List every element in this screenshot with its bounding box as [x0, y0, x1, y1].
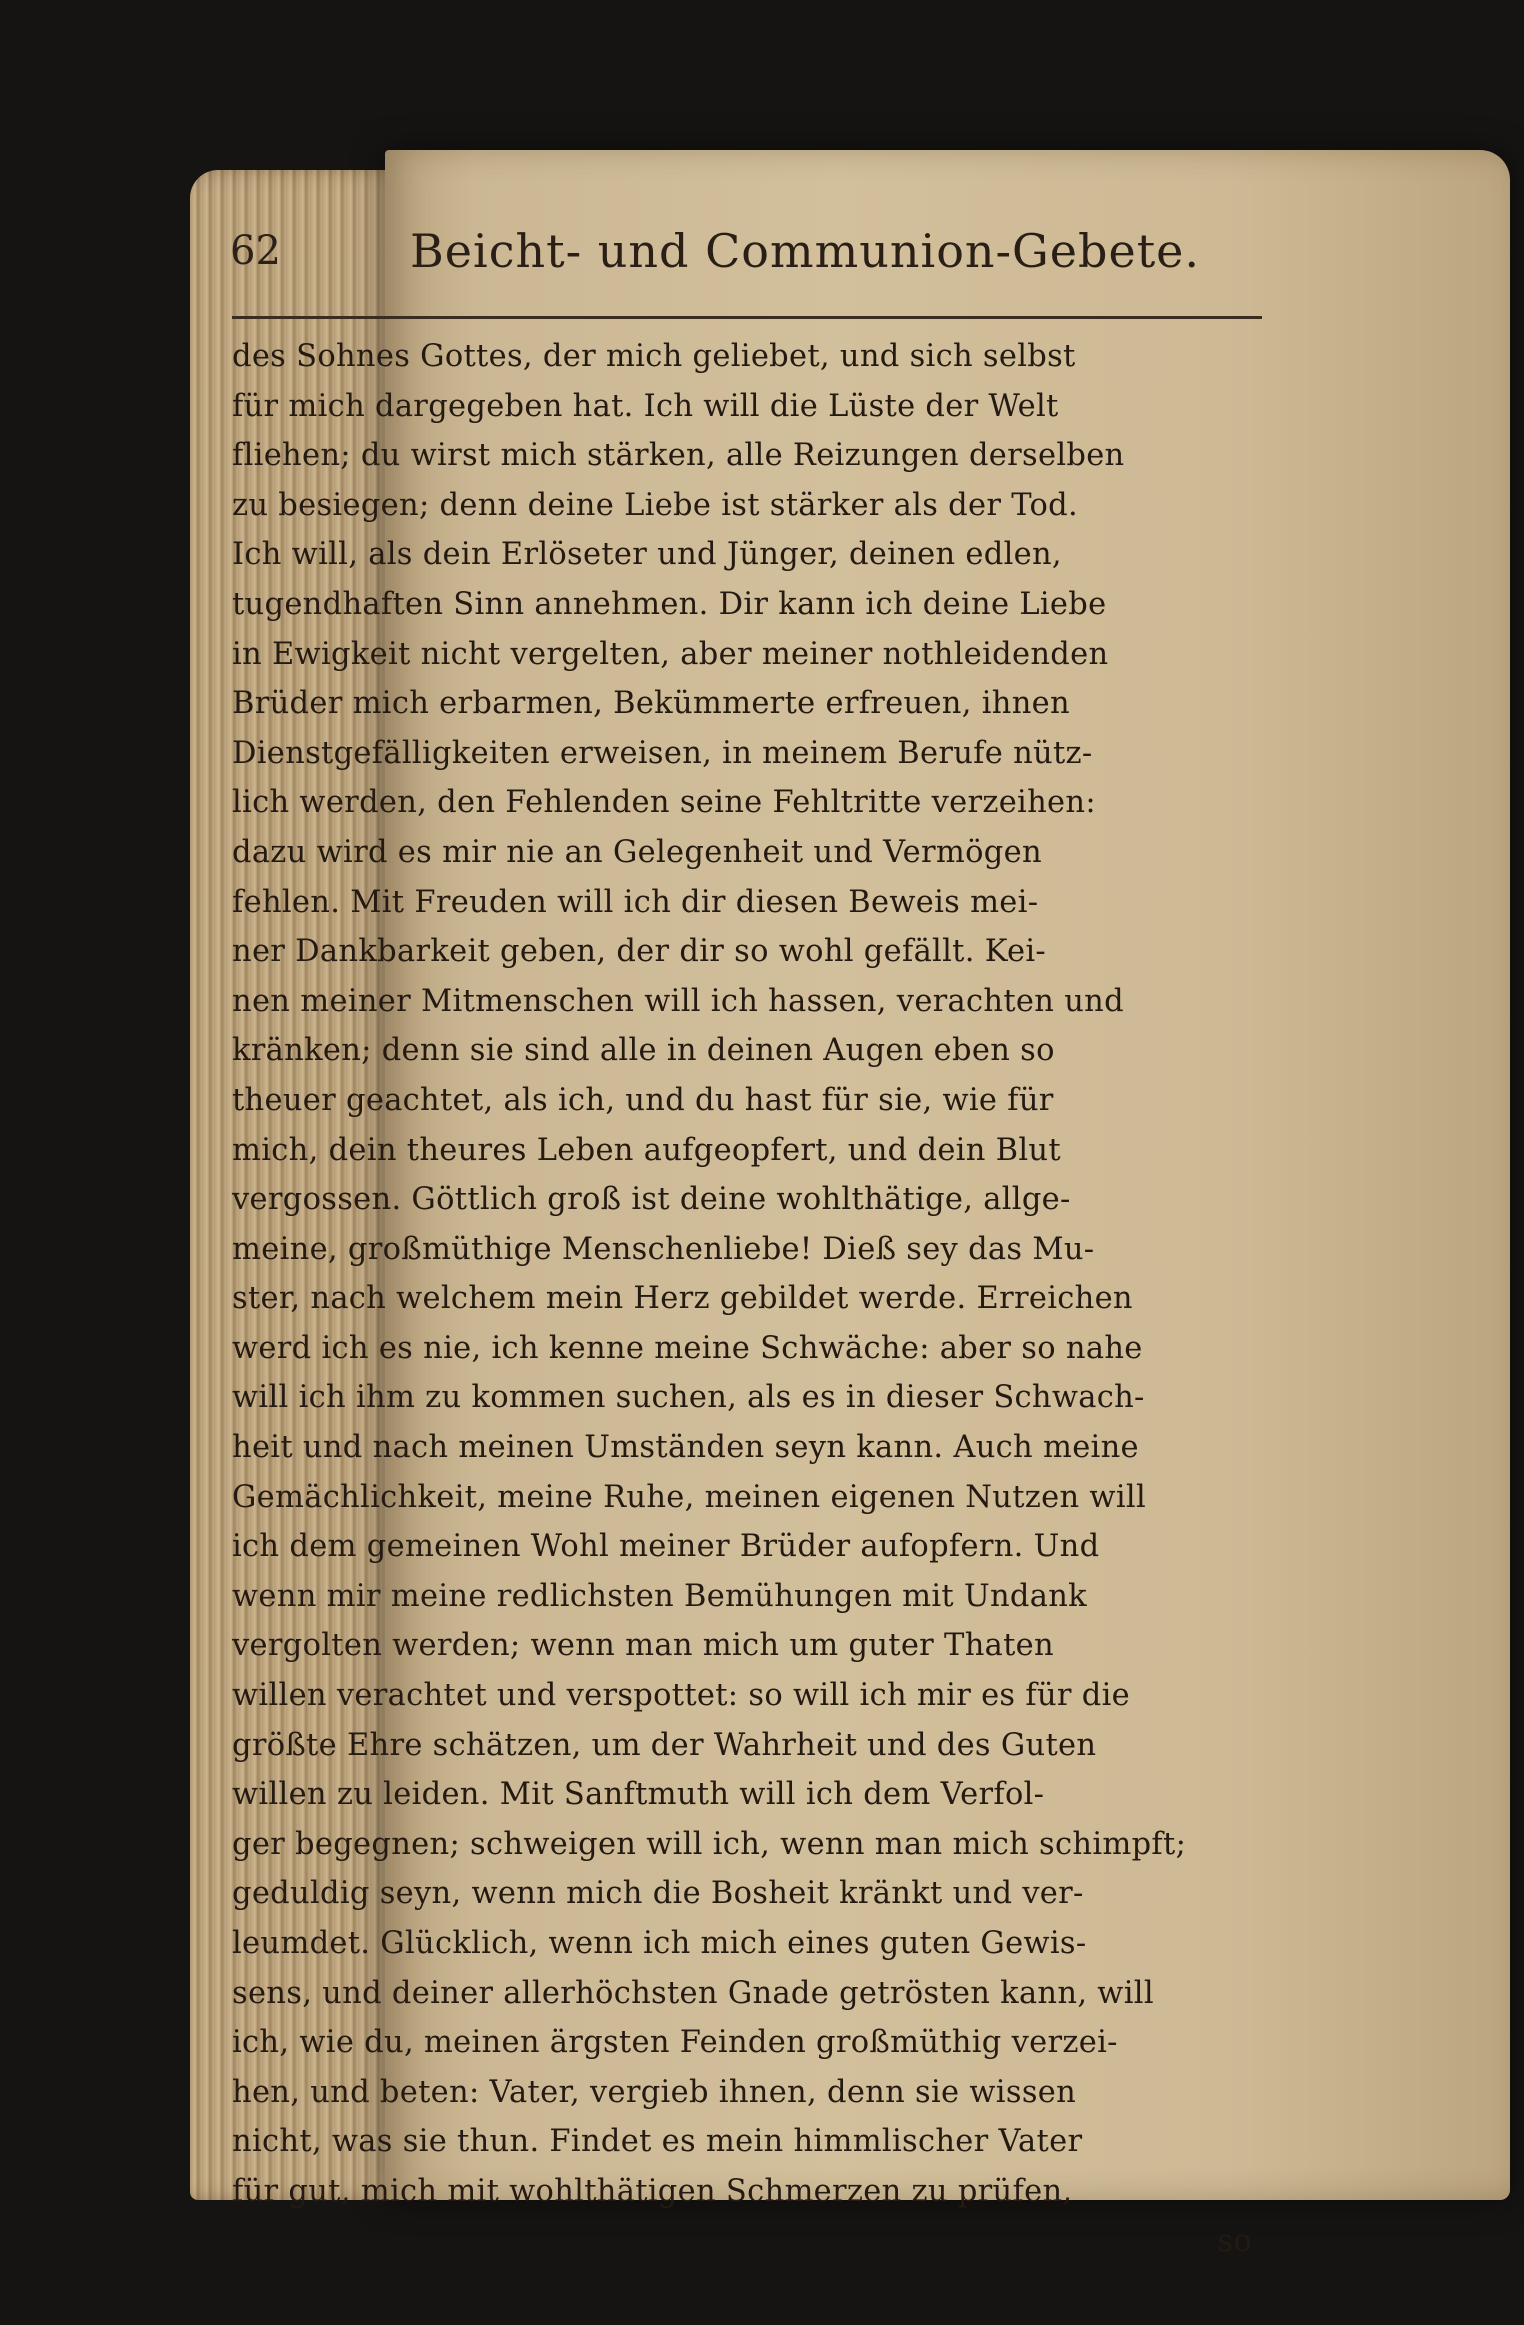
page-number: 62 [230, 228, 281, 274]
text-line: zu besiegen; denn deine Liebe ist stärker als der Tod. [232, 487, 1078, 523]
text-line: für gut, mich mit wohlthätigen Schmerzen zu prüfen, [232, 2173, 1073, 2209]
text-line: fehlen. Mit Freuden will ich dir diesen Beweis mei- [232, 884, 1039, 920]
text-line: leumdet. Glücklich, wenn ich mich eines guten Gewis- [232, 1926, 1087, 1961]
text-line: kränken; denn sie sind alle in deinen Augen eben so [232, 1033, 1055, 1069]
text-line: ich dem gemeinen Wohl meiner Brüder aufopfern. Und [232, 1529, 1100, 1565]
header-rule [232, 316, 1262, 319]
text-line: hen, und beten: Vater, vergieb ihnen, denn sie wissen [232, 2074, 1077, 2110]
text-line: ger begegnen; schweigen will ich, wenn man mich schimpft; [232, 1826, 1187, 1862]
text-line: mich, dein theures Leben aufgeopfert, und dein Blut [232, 1132, 1061, 1168]
text-line: theuer geachtet, als ich, und du hast für sie, wie für [232, 1082, 1054, 1118]
text-line: dazu wird es mir nie an Gelegenheit und Vermögen [232, 834, 1042, 870]
text-line: werd ich es nie, ich kenne meine Schwäche: aber so nahe [232, 1330, 1143, 1366]
text-line: für mich dargegeben hat. Ich will die Lüste der Welt [232, 388, 1059, 424]
text-line: tugendhaften Sinn annehmen. Dir kann ich deine Liebe [232, 586, 1107, 622]
text-line: fliehen; du wirst mich stärken, alle Reizungen derselben [232, 438, 1125, 474]
page-header [230, 224, 1270, 288]
text-line: wenn mir meine redlichsten Bemühungen mit Undank [232, 1578, 1087, 1614]
text-line: ster, nach welchem mein Herz gebildet werde. Erreichen [232, 1281, 1133, 1317]
text-line: ich, wie du, meinen ärgsten Feinden großmüthig verzei- [232, 2025, 1118, 2061]
body-text [232, 332, 1272, 2266]
text-line: ner Dankbarkeit geben, der dir so wohl gefällt. Kei- [232, 934, 1046, 970]
text-line: nen meiner Mitmenschen will ich hassen, verachten und [232, 983, 1124, 1019]
text-line: vergolten werden; wenn man mich um guter Thaten [232, 1628, 1054, 1664]
text-line: willen zu leiden. Mit Sanftmuth will ich dem Verfol- [232, 1777, 1045, 1813]
text-line: nicht, was sie thun. Findet es mein himmlischer Vater [232, 2124, 1083, 2160]
text-line: Ich will, als dein Erlöseter und Jünger, deinen edlen, [232, 537, 1062, 573]
text-line: meine, großmüthige Menschenliebe! Dieß sey das Mu- [232, 1231, 1095, 1267]
text-line: willen verachtet und verspottet: so will ich mir es für die [232, 1678, 1131, 1714]
text-line: so [1217, 2223, 1252, 2259]
text-line: sens, und deiner allerhöchsten Gnade getrösten kann, will [232, 1975, 1154, 2011]
running-head: Beicht- und Communion-Gebete. [410, 224, 1201, 278]
text-line: heit und nach meinen Umständen seyn kann. Auch meine [232, 1430, 1139, 1466]
text-line: in Ewigkeit nicht vergelten, aber meiner nothleidenden [232, 636, 1109, 672]
text-line: Dienstgefälligkeiten erweisen, in meinem Berufe nütz- [232, 735, 1093, 771]
text-line: größte Ehre schätzen, um der Wahrheit und des Guten [232, 1727, 1097, 1763]
text-line: Brüder mich erbarmen, Bekümmerte erfreuen, ihnen [232, 686, 1070, 722]
text-line: des Sohnes Gottes, der mich geliebet, und sich selbst [232, 339, 1076, 374]
text-line: vergossen. Göttlich groß ist deine wohlthätige, allge- [232, 1182, 1071, 1218]
text-line: lich werden, den Fehlenden seine Fehltritte verzeihen: [232, 785, 1096, 821]
text-line: will ich ihm zu kommen suchen, als es in dieser Schwach- [232, 1380, 1145, 1416]
text-line: Gemächlichkeit, meine Ruhe, meinen eigenen Nutzen will [232, 1479, 1146, 1515]
text-line: geduldig seyn, wenn mich die Bosheit kränkt und ver- [232, 1876, 1084, 1912]
